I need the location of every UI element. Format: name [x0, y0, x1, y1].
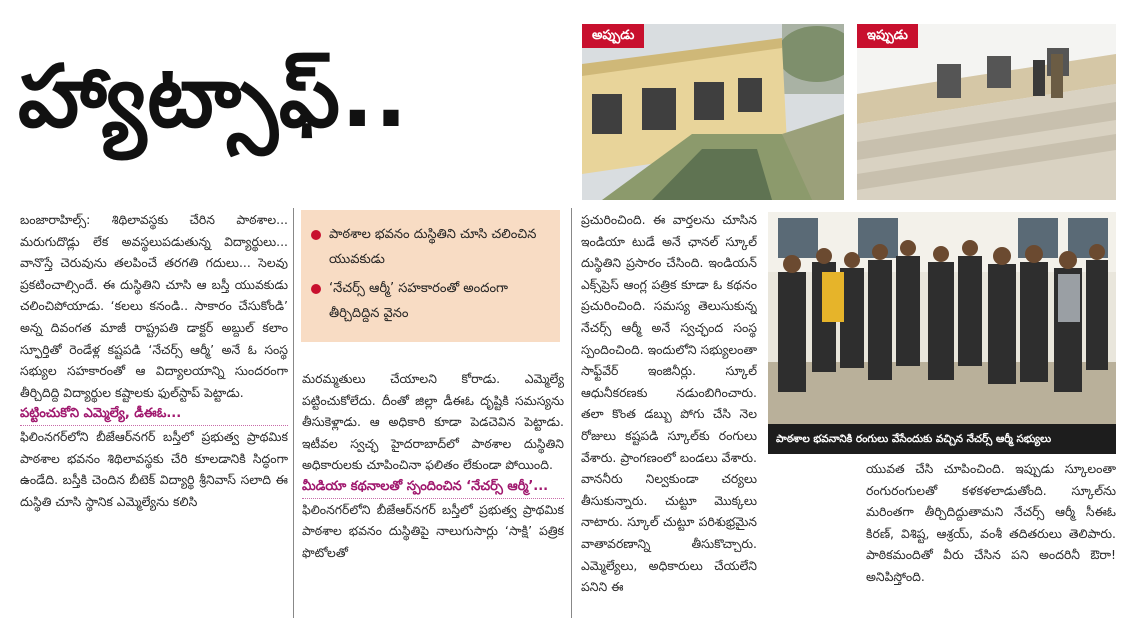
- column-divider: [571, 208, 572, 618]
- column-divider: [293, 208, 294, 618]
- article-lead-paragraph: బంజారాహిల్స్: శిథిలావస్థకు చేరిన పాఠశాల... మరుగుదొడ్లు లేక అవస్థలుపడుతున్న విద్యార్థులు... వానొస్తే చెరువును తలపించే తరగతి గదులు... సెలవు ప్రకటించాల్సిందే. ఈ దుస్థితిని చూసి ఆ బస్తీ యువకుడు చలించిపోయాడు. ‘కలలు కనండి.. సాకారం చేసుకోండి’ అన్న దివంగత మాజీ రాష్ట్రపతి డాక్టర్ అబ్దుల్ కలాం స్ఫూర్తితో రెండేళ్ల కష్టపడి ‘నేచర్స్ ఆర్మీ’ అనే ఓ సంస్థ సభ్యుల సహకారంతో ఆ విద్యాలయాన్ని సుందరంగా తీర్చిదిద్ది విద్యార్థుల కష్టాలకు ఫుల్‌స్టాప్ పెట్టాడు.: [20, 212, 288, 400]
- headline: హ్యాట్సాఫ్..: [18, 47, 409, 147]
- highlight-text: పాఠశాల భవనం దుస్థితిని చూసి చలించిన యువకుడు: [329, 227, 537, 267]
- highlight-text: ‘నేచర్స్ ఆర్మీ’ సహకారంతో అందంగా తీర్చిదిద్దిన వైనం: [329, 281, 509, 321]
- article-paragraph: యువత చేసి చూపించింది. ఇప్పుడు స్కూలంతా రంగురంగులతో కళకళలాడుతోంది. స్కూల్‌ను మరింతగా తీర్చిదిద్దుతామని నేచర్స్ ఆర్మీ సీఈఓ కిరణ్, విశిష్ట, ఆశ్రయ్, వంశీ తదితరులు తెలిపారు. పాఠికమందితో వీరు చేసిన పని అందరినీ ఔరా! అనిపిస్తోంది.: [866, 461, 1116, 584]
- bullet-icon: [311, 230, 321, 240]
- article-column-2: [302, 368, 564, 618]
- article-paragraph: ప్రచురించింది. ఈ వార్తలను చూసిన ఇండియా టుడే అనే ఛానల్ స్కూల్ దుస్థితిని ప్రసారం చేసింది. ఇండియన్ ఎక్స్‌ప్రెస్ ఆంగ్ల పత్రిక కూడా ఓ కథనం ప్రచురించింది. సమస్య తెలుసుకున్న నేచర్స్ ఆర్మీ అనే స్వచ్ఛంద సంస్థ స్పందించింది. ఇందులోని సభ్యులంతా సాఫ్ట్‌వేర్ ఇంజినీర్లు. స్కూల్ ఆధునీకరణకు నడుంబిగించారు. తలా కొంత డబ్బు పోగు చేసి నెల రోజులు కష్టపడి స్కూల్‌కు రంగులు వేశారు. ప్రాంగణంలో బండలు వేశారు. వాననీరు నిల్వకుండా చర్యలు తీసుకున్నారు. చుట్టూ మొక్కలు నాటారు. స్కూల్ చుట్టూ పరిశుభ్రమైన వాతావరణాన్ని తీసుకొచ్చారు. ఎమ్మెల్యేలు, అధికారులు చేయలేని పనిని ఈ: [581, 212, 757, 595]
- photo-caption: పాఠశాల భవనానికి రంగులు వేసేందుకు వచ్చిన నేచర్స్ ఆర్మీ సభ్యులు: [768, 424, 1116, 454]
- bullet-icon: [311, 284, 321, 294]
- highlight-box: [301, 210, 560, 342]
- article-column-3: [581, 209, 757, 619]
- photo-group-image: [768, 212, 1116, 426]
- photo-after-image: [857, 24, 1116, 200]
- article-paragraph: మరమ్మతులు చేయాలని కోరాడు. ఎమ్మెల్యే పట్టించుకోలేదు. దీంతో జిల్లా డీఈఓ దృష్టికి సమస్యను తీసుకెళ్లాడు. ఆ అధికారి కూడా పెడచెవిన పెట్టాడు. ఇటీవల స్వచ్ఛ హైదరాబాద్‌లో పాఠశాల దుస్థితిని అధికారులకు చూపించినా ఫలితం లేకుండా పోయింది.: [302, 371, 564, 473]
- subheading-media: మీడియా కథనాలతో స్పందించిన ‘నేచర్స్ ఆర్మీ’...: [302, 476, 564, 499]
- article-column-1: [20, 209, 288, 619]
- article-paragraph: ఫిలింనగర్‌లోని బీజేఆర్‌నగర్ బస్తీలో ప్రభుత్వ ప్రాథమిక పాఠశాల భవనం దుస్థితిపై నాలుగుసార్లు ‘సాక్షి’ పత్రిక ఫొటోలతో: [302, 501, 564, 560]
- photo-before: [582, 24, 844, 200]
- photo-before-label: అప్పుడు: [582, 24, 644, 48]
- photo-before-image: [582, 24, 844, 200]
- photo-after-label: ఇప్పుడు: [857, 24, 918, 48]
- photo-group: [768, 212, 1116, 426]
- article-paragraph: ఫిలింనగర్‌లోని బీజేఆర్‌నగర్ బస్తీలో ప్రభుత్వ ప్రాథమిక పాఠశాల భవనం శిథిలావస్థకు చేరి కూలడానికి సిద్ధంగా ఉండేది. బస్తీకి చెందిన బీటెక్ విద్యార్థి శ్రీనివాస్ సలాది ఈ దుస్థితి చూసి స్థానిక ఎమ్మెల్యేను కలిసి: [20, 428, 288, 509]
- photo-after: [857, 24, 1116, 200]
- highlight-item: [311, 276, 550, 326]
- article-column-4: [866, 458, 1116, 618]
- subheading-mla-deo: పట్టించుకోని ఎమ్మెల్యే, డీఈఓ...: [20, 403, 288, 426]
- highlight-item: [311, 222, 550, 272]
